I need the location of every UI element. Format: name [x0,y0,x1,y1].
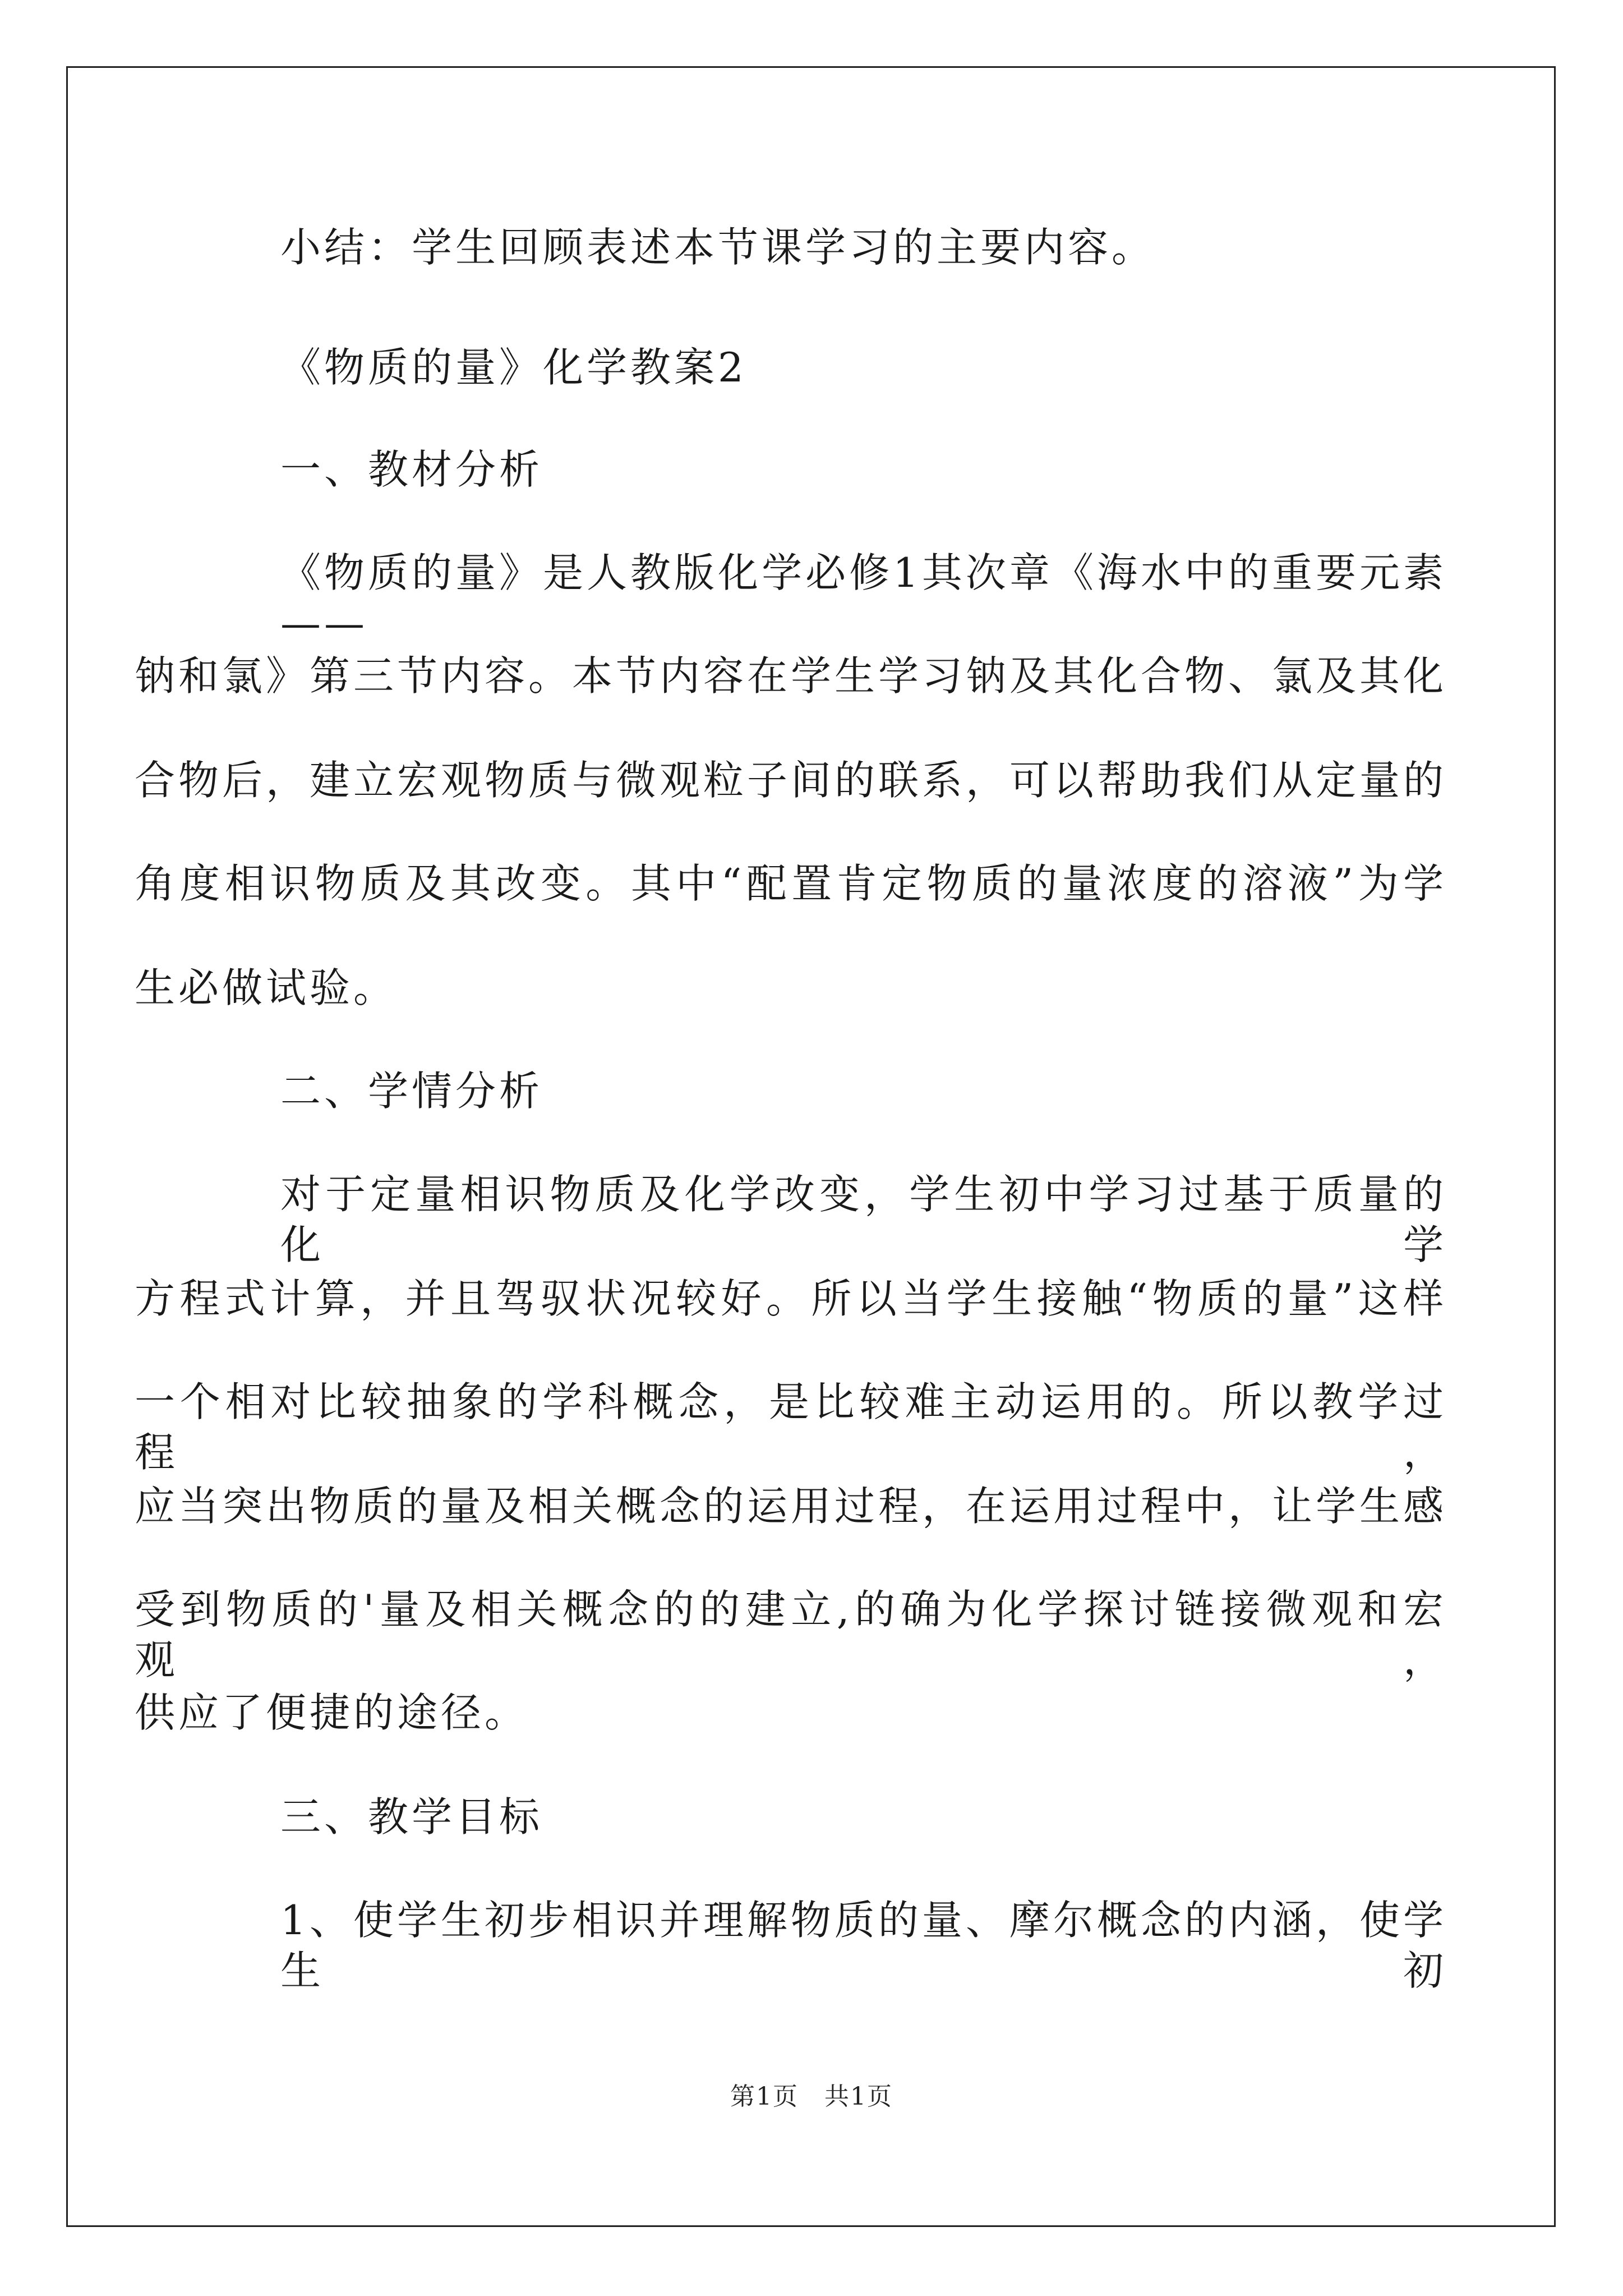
paragraph-line: 方程式计算，并且驾驭状况较好。所以当学生接触“物质的量”这样 [135,1275,1447,1322]
paragraph-line: 生必做试验。 [135,964,398,1011]
paragraph-line: 一个相对比较抽象的学科概念，是比较难主动运用的。所以教学过程， [135,1378,1447,1476]
paragraph-line: 合物后，建立宏观物质与微观粒子间的联系，可以帮助我们从定量的 [135,757,1447,804]
summary-line: 小结：学生回顾表述本节课学习的主要内容。 [280,224,1156,271]
paragraph-line: 对于定量相识物质及化学改变，学生初中学习过基于质量的化学 [280,1171,1447,1268]
paragraph-line: 应当突出物质的量及相关概念的运用过程，在运用过程中，让学生感 [135,1483,1447,1530]
paragraph-line: 受到物质的'量及相关概念的的建立,的确为化学探讨链接微观和宏观， [135,1586,1447,1683]
paragraph-line: 钠和氯》第三节内容。本节内容在学生学习钠及其化合物、氯及其化 [135,652,1447,700]
paragraph-line: 1、使学生初步相识并理解物质的量、摩尔概念的内涵，使学生初 [280,1897,1447,1994]
paragraph-line: 角度相识物质及其改变。其中“配置肯定物质的量浓度的溶液”为学 [135,860,1447,907]
paragraph-line: 供应了便捷的途径。 [135,1689,529,1736]
heading-student-analysis: 二、学情分析 [280,1068,543,1115]
paragraph-line: 《物质的量》是人教版化学必修1其次章《海水中的重要元素—— [280,549,1447,647]
page-number-footer: 第1页 共1页 [730,2082,893,2111]
lesson-title: 《物质的量》化学教案2 [280,344,747,391]
heading-textbook-analysis: 一、教材分析 [280,446,543,493]
heading-teaching-goals: 三、教学目标 [280,1793,543,1841]
